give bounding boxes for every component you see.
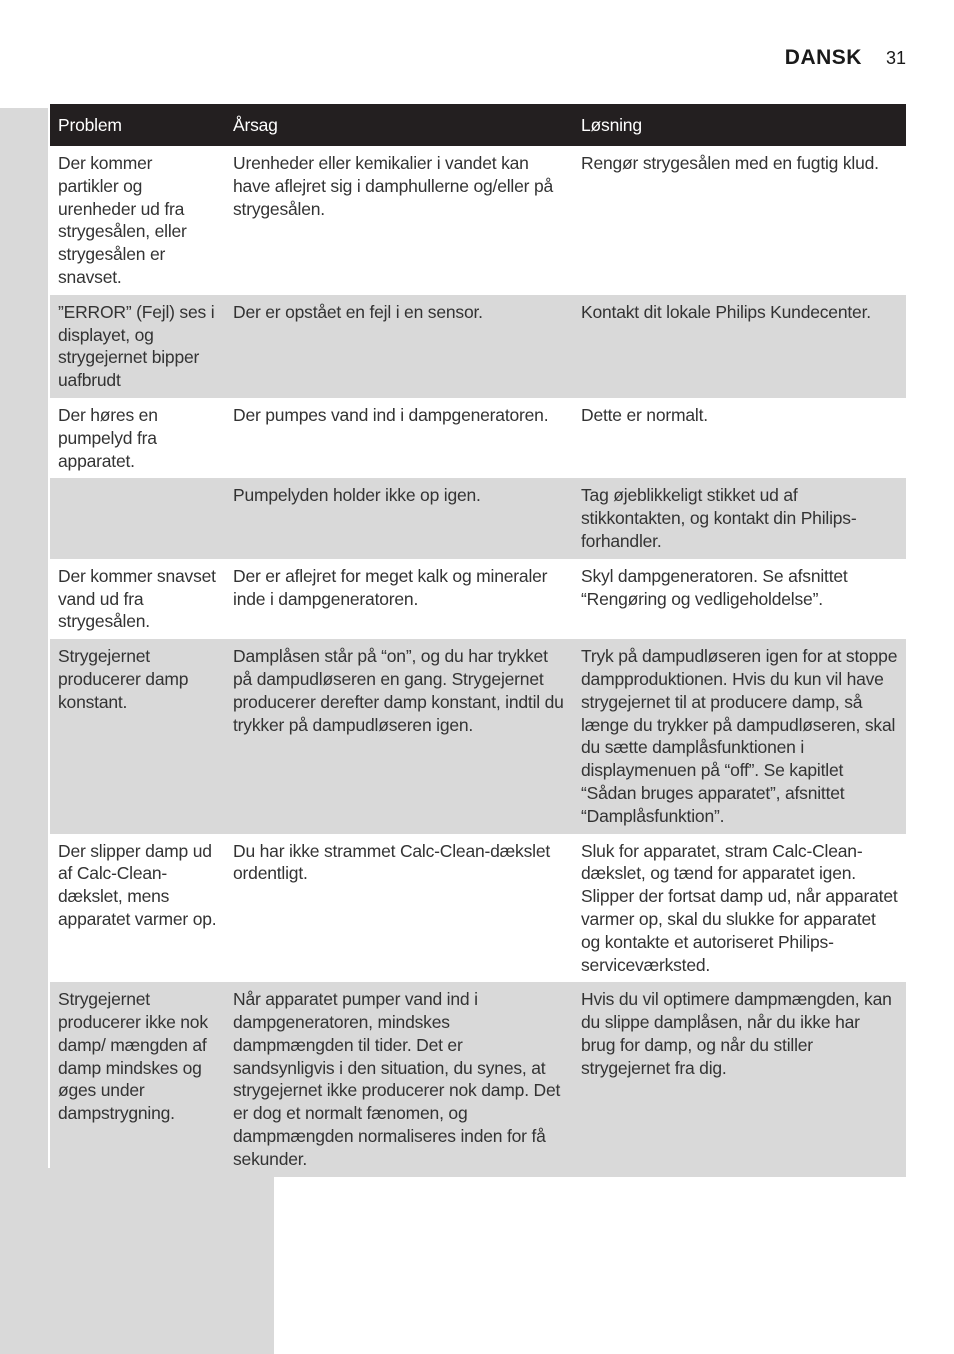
page-header bbox=[785, 46, 906, 70]
table-row bbox=[50, 398, 906, 478]
troubleshooting-table bbox=[50, 104, 906, 1177]
cause-cell: Der pumpes vand ind i dampgeneratoren. bbox=[225, 398, 573, 478]
solution-cell: Rengør strygesålen med en fugtig klud. bbox=[573, 146, 906, 295]
page-number: 31 bbox=[885, 48, 906, 68]
solution-cell: Skyl dampgeneratoren. Se afsnittet “Rengøring og vedligeholdelse”. bbox=[573, 559, 906, 639]
table-row bbox=[50, 295, 906, 398]
table-row bbox=[50, 478, 906, 558]
table-row bbox=[50, 639, 906, 833]
table-header-row bbox=[50, 104, 906, 146]
solution-cell: Sluk for apparatet, stram Calc-Clean-dækslet, og tænd for apparatet igen. Slipper der fortsat damp ud, når apparatet varmer op, skal du slukke for apparatet og kontakte et autoriseret Philips-serviceværksted. bbox=[573, 834, 906, 983]
cause-cell: Der er aflejret for meget kalk og mineraler inde i dampgeneratoren. bbox=[225, 559, 573, 639]
solution-cell: Hvis du vil optimere dampmængden, kan du slippe damplåsen, når du ikke har brug for damp, og når du stiller strygejernet fra dig. bbox=[573, 982, 906, 1176]
problem-cell: Der kommer snavset vand ud fra strygesålen. bbox=[50, 559, 225, 639]
table-row bbox=[50, 834, 906, 983]
cause-cell: Pumpelyden holder ikke op igen. bbox=[225, 478, 573, 558]
language-label: DANSK bbox=[784, 46, 862, 69]
problem-cell: Der slipper damp ud af Calc-Clean-dækslet, mens apparatet varmer op. bbox=[50, 834, 225, 983]
problem-cell bbox=[50, 478, 225, 558]
column-header-cause: Årsag bbox=[225, 104, 573, 146]
table-row bbox=[50, 982, 906, 1176]
table-row bbox=[50, 559, 906, 639]
solution-cell: Tag øjeblikkeligt stikket ud af stikkontakten, og kontakt din Philips-forhandler. bbox=[573, 478, 906, 558]
problem-cell: ”ERROR” (Fejl) ses i displayet, og strygejernet bipper uafbrudt bbox=[50, 295, 225, 398]
solution-cell: Kontakt dit lokale Philips Kundecenter. bbox=[573, 295, 906, 398]
bottom-margin-band bbox=[0, 1168, 274, 1354]
column-header-problem: Problem bbox=[50, 104, 225, 146]
column-header-solution: Løsning bbox=[573, 104, 906, 146]
table-row bbox=[50, 146, 906, 295]
cause-cell: Damplåsen står på “on”, og du har trykket på dampudløseren en gang. Strygejernet producerer derefter damp konstant, indtil du trykker på dampudløseren igen. bbox=[225, 639, 573, 833]
problem-cell: Der høres en pumpelyd fra apparatet. bbox=[50, 398, 225, 478]
cause-cell: Du har ikke strammet Calc-Clean-dækslet ordentligt. bbox=[225, 834, 573, 983]
cause-cell: Når apparatet pumper vand ind i dampgeneratoren, mindskes dampmængden til tider. Det er sandsynligvis i den situation, du synes, at strygejernet ikke producerer nok damp. Det er dog et normalt fænomen, og dampmængden normaliseres inden for få sekunder. bbox=[225, 982, 573, 1176]
cause-cell: Urenheder eller kemikalier i vandet kan have aflejret sig i damphullerne og/eller på strygesålen. bbox=[225, 146, 573, 295]
problem-cell: Strygejernet producerer damp konstant. bbox=[50, 639, 225, 833]
problem-cell: Der kommer partikler og urenheder ud fra strygesålen, eller strygesålen er snavset. bbox=[50, 146, 225, 295]
solution-cell: Tryk på dampudløseren igen for at stoppe dampproduktionen. Hvis du kun vil have strygejernet til at producere damp, så længe du trykker på dampudløseren, skal du sætte damplåsfunktionen i displaymenuen på “off”. Se kapitlet “Sådan bruges apparatet”, afsnittet “Damplåsfunktion”. bbox=[573, 639, 906, 833]
problem-cell: Strygejernet producerer ikke nok damp/ mængden af damp mindskes og øges under dampstrygning. bbox=[50, 982, 225, 1176]
cause-cell: Der er opstået en fejl i en sensor. bbox=[225, 295, 573, 398]
solution-cell: Dette er normalt. bbox=[573, 398, 906, 478]
